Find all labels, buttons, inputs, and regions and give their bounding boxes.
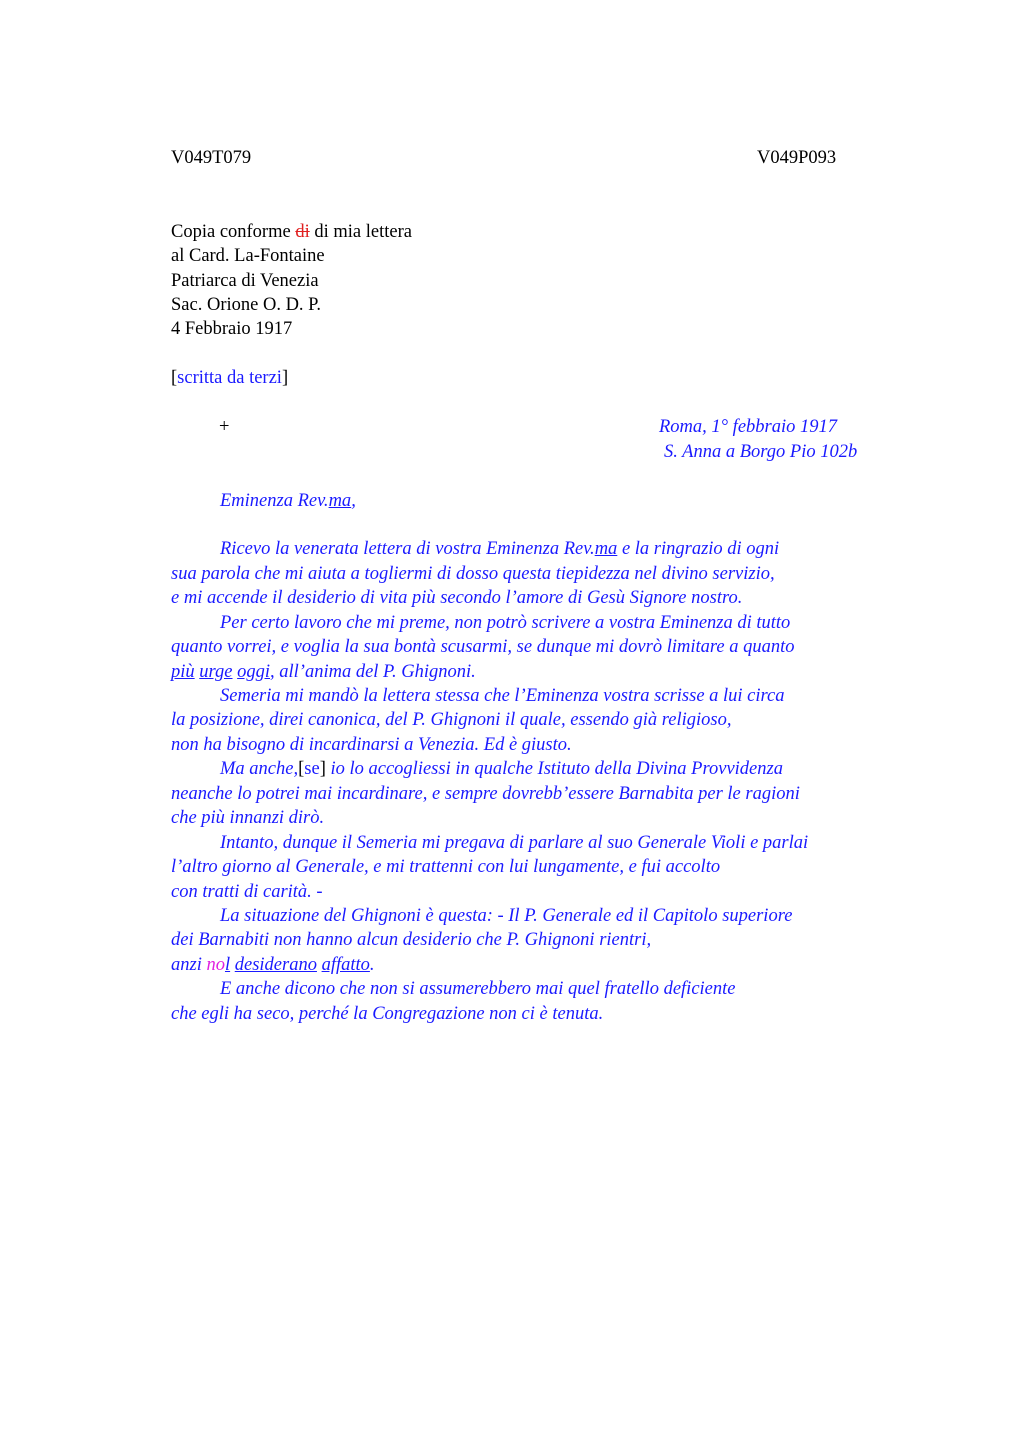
intro-line-1 [171,222,412,243]
text-run: io lo accogliessi in qualche Istituto della Divina Provvidenza [325,759,783,779]
letter-line: sua parola che mi aiuta a togliermi di dosso questa tiepidezza nel divino servizio, [171,564,775,584]
letter-line [220,759,783,780]
letter-line: Intanto, dunque il Semeria mi pregava di parlare al suo Generale Violi e parlai [220,833,809,853]
struck-word: di [295,222,310,242]
underlined-word: più [171,662,195,682]
salutation-text: , [351,491,356,511]
text-run: Ricevo la venerata lettera di vostra Eminenza Rev. [220,539,595,559]
letter-line: dei Barnabiti non hanno alcun desiderio che P. Ghignoni rientri, [171,930,652,950]
letter-line: E anche dicono che non si assumerebbero mai quel fratello deficiente [220,979,736,999]
underlined-word: oggi [237,662,271,682]
letter-line [171,662,476,683]
letter-line: che egli ha seco, perché la Congregazione non ci è tenuta. [171,1004,604,1024]
letter-line: La situazione del Ghignoni è questa: - Il P. Generale ed il Capitolo superiore [220,906,793,926]
right-code: V049P093 [757,148,837,168]
letter-line: con tratti di carità. - [171,882,323,902]
underlined-word: desiderano [234,955,317,975]
intro-line-2: al Card. La-Fontaine [171,246,325,266]
underlined-abbrev: ma [594,539,618,559]
editorial-note [171,368,288,389]
letter-line: che più innanzi dirò. [171,808,325,828]
bracket: ] [319,759,326,779]
corrected-text: no [206,955,225,975]
letter-line [171,955,375,976]
underlined-letter: l [224,955,231,975]
text-run: e la ringrazio di ogni [617,539,780,559]
bracket: ] [281,368,289,388]
place-date: Roma, 1° febbraio 1917 [659,417,837,437]
salutation-text: Eminenza Rev. [220,491,329,511]
letter-line: Per certo lavoro che mi preme, non potrò scrivere a vostra Eminenza di tutto [220,613,791,633]
intro-line-3: Patriarca di Venezia [171,271,319,291]
letter-line: e mi accende il desiderio di vita più secondo l’amore di Gesù Signore nostro. [171,588,743,608]
intro-line-5: 4 Febbraio 1917 [171,319,293,339]
note-text: scritta da terzi [177,368,282,388]
letter-line: l’altro giorno al Generale, e mi trattenni con lui lungamente, e fui accolto [171,857,721,877]
bracket: [ [171,368,178,388]
intro-line-4: Sac. Orione O. D. P. [171,295,322,315]
letter-line: quanto vorrei, e voglia la sua bontà scusarmi, se dunque mi dovrò limitare a quanto [171,637,795,657]
intro-text: Copia conforme [171,222,296,242]
text-run: . [369,955,375,975]
underlined-word: urge [199,662,233,682]
letter-line: neanche lo potrei mai incardinare, e sempre dovrebb’essere Barnabita per le ragioni [171,784,800,804]
intro-text: di mia lettera [309,222,412,242]
text-run: anzi [171,955,207,975]
cross-symbol: + [219,417,230,437]
address: S. Anna a Borgo Pio 102b [664,442,858,462]
left-code: V049T079 [171,148,252,168]
salutation [220,491,356,512]
letter-line: Semeria mi mandò la lettera stessa che l’Eminenza vostra scrisse a lui circa [220,686,785,706]
letter-line: la posizione, direi canonica, del P. Ghignoni il quale, essendo già religioso, [171,710,732,730]
text-run: , all’anima del P. Ghignoni. [270,662,476,682]
letter-line: non ha bisogno di incardinarsi a Venezia. Ed è giusto. [171,735,572,755]
underlined-word: affatto [321,955,370,975]
underlined-abbrev: ma [328,491,352,511]
bracket: [ [298,759,305,779]
text-run: Ma anche, [220,759,299,779]
letter-line [220,539,779,560]
inserted-word: se [304,759,320,779]
